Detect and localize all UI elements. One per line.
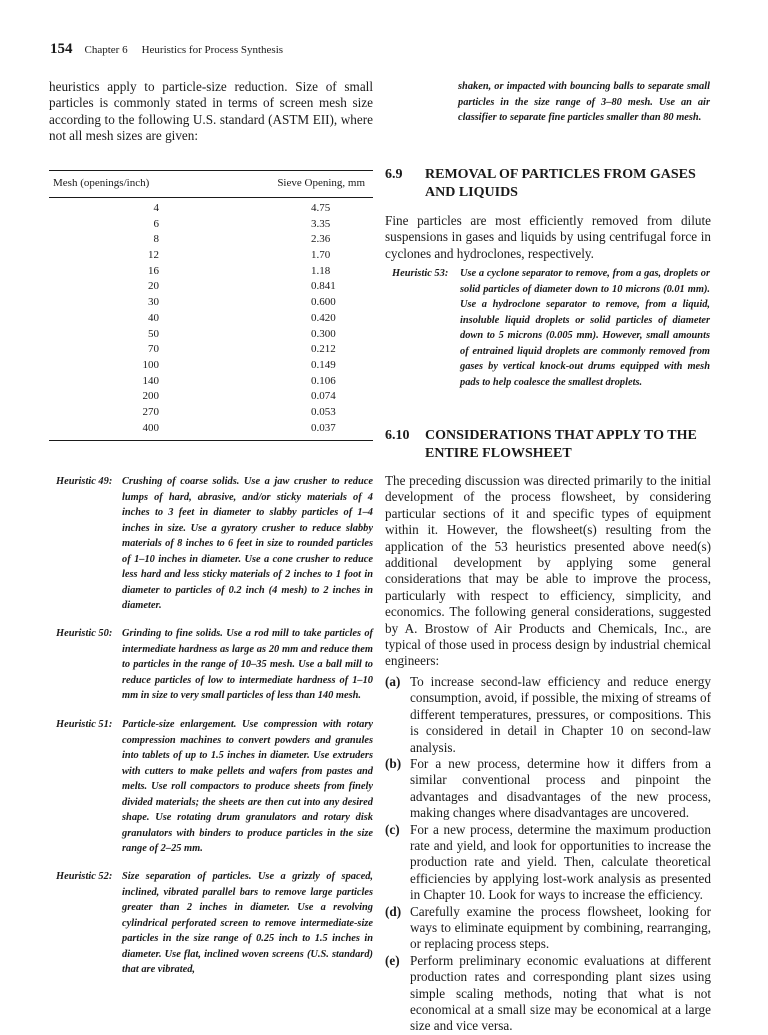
mesh-cell: 100 xyxy=(142,358,159,371)
mesh-cell: 200 xyxy=(142,390,159,403)
heuristic-51 xyxy=(56,717,373,857)
mesh-cell: 30 xyxy=(148,296,159,309)
list-item-text: For a new process, determine how it differs from a similar conventional process and pinpoint the advantages and disadvantages of the new process, making changes where disadvantages are uncovered. xyxy=(410,755,711,821)
table-row xyxy=(49,201,373,217)
sieve-opening-cell: 3.35 xyxy=(311,217,331,230)
heuristic-label: Heuristic 53: xyxy=(392,268,449,279)
table-row xyxy=(49,374,373,390)
section-number: 6.10 xyxy=(385,428,410,443)
list-item xyxy=(385,904,711,953)
table-row xyxy=(49,279,373,295)
mesh-size-table xyxy=(49,170,373,441)
heuristic-text: Use a cyclone separator to remove, from a gas, droplets or solid particles of diameter down to 10 microns (0.01 mm). Use a hydroclone separator to remove, from a liquid, insoluble liquid droplets or solid particles of diameter down to 5 microns (0.005 mm). However, small amounts of entrained liquid droplets are commonly removed from gases by vertical knock-out drums equipped with mesh pads to help coalesce the smallest droplets. xyxy=(460,268,710,388)
list-item-label: (d) xyxy=(385,903,402,919)
section-heading xyxy=(385,427,711,463)
list-item xyxy=(385,822,711,904)
list-item xyxy=(385,953,711,1035)
table-row xyxy=(49,248,373,264)
table-row xyxy=(49,405,373,421)
heuristic-52-continued xyxy=(458,79,710,126)
sieve-opening-cell: 2.36 xyxy=(311,233,331,246)
sieve-opening-cell: 0.074 xyxy=(311,390,336,403)
list-item xyxy=(385,674,711,756)
list-item-label: (a) xyxy=(385,673,401,689)
heuristic-53 xyxy=(392,266,710,390)
sieve-opening-cell: 1.70 xyxy=(311,249,331,262)
list-item xyxy=(385,756,711,822)
mesh-cell: 16 xyxy=(148,264,159,277)
sieve-opening-cell: 0.420 xyxy=(311,311,336,324)
list-item-label: (e) xyxy=(385,952,400,968)
heuristic-text: shaken, or impacted with bouncing balls to separate small particles in the size range of 3–80 mesh. Use an air classifier to separate fine particles smaller than 80 mesh. xyxy=(458,81,710,123)
chapter-label: Chapter 6 xyxy=(84,44,128,56)
mesh-cell: 270 xyxy=(142,405,159,418)
section-heading xyxy=(385,166,711,202)
sieve-opening-cell: 0.106 xyxy=(311,374,336,387)
mesh-cell: 40 xyxy=(148,311,159,324)
table-row xyxy=(49,327,373,343)
list-item-text: For a new process, determine the maximum production rate and yield, and look for opportunities to increase the production rate and yield. Then, calculate theoretical efficiencies by applying lost-work analysis as presented in Chapter 10. Look for ways to increase the efficiency. xyxy=(410,821,711,903)
left-column-intro xyxy=(49,79,373,145)
table-row xyxy=(49,358,373,374)
heuristic-text: Crushing of coarse solids. Use a jaw crusher to reduce lumps of hard, abrasive, and/or sticky materials of 4 inches to 3 feet in diameter to slabby particles of 1–4 inches in size. Use a gyratory crusher to reduce slabby materials of 8 inches to 6 feet in size to rounded particles of 1–10 inches in diameter. Use a cone crusher to reduce less hard and less sticky materials of 2 inches to 1 foot in diameter to particles of 0.2 inch (4 mesh) to 2 inches in diameter. xyxy=(122,476,373,611)
column-header-mesh: Mesh (openings/inch) xyxy=(53,177,150,189)
table-header xyxy=(49,171,373,198)
mesh-cell: 12 xyxy=(148,249,159,262)
section-title: CONSIDERATIONS THAT APPLY TO THE ENTIRE FLOWSHEET xyxy=(425,428,697,461)
table-row xyxy=(49,342,373,358)
sieve-opening-cell: 0.149 xyxy=(311,358,336,371)
table-row xyxy=(49,421,373,437)
table-row xyxy=(49,295,373,311)
sieve-opening-cell: 0.212 xyxy=(311,343,336,356)
sieve-opening-cell: 0.300 xyxy=(311,327,336,340)
intro-paragraph: heuristics apply to particle-size reduction. Size of small particles is commonly stated in terms of screen mesh size according to the following U.S. standard (ASTM EII), where not all mesh sizes are given: xyxy=(49,79,373,144)
list-item-label: (c) xyxy=(385,821,400,837)
section-title: REMOVAL OF PARTICLES FROM GASES AND LIQUIDS xyxy=(425,167,696,200)
sieve-opening-cell: 4.75 xyxy=(311,202,331,214)
heuristic-49 xyxy=(56,474,373,614)
mesh-cell: 50 xyxy=(148,327,159,340)
considerations-list xyxy=(385,674,711,1035)
list-item-text: To increase second-law efficiency and reduce energy consumption, avoid, if possible, the mixing of streams of different temperatures, pressures, or compositions. This is considered in detail in Chapter 10 on second-law analysis. xyxy=(410,673,711,755)
sieve-opening-cell: 1.18 xyxy=(311,264,331,277)
list-item-text: Carefully examine the process flowsheet, looking for ways to eliminate equipment by combining, rearranging, or replacing process steps. xyxy=(410,903,711,952)
section-number: 6.9 xyxy=(385,167,403,182)
mesh-cell: 8 xyxy=(153,233,159,246)
heuristic-text: Grinding to fine solids. Use a rod mill to take particles of intermediate hardness as large as 20 mm and reduce them to particles in the range of 10–35 mesh. Use a ball mill to reduce particles of low to intermediate hardness of 1–10 mm in size to very small particles of less than 140 mesh. xyxy=(122,628,373,701)
list-item-text: Perform preliminary economic evaluations at different production rates and corresponding plant sizes using simple scaling methods, noting that what is not economical at a small size may be economical at a large size and vice versa. xyxy=(410,952,711,1034)
heuristic-52 xyxy=(56,869,373,978)
table-body xyxy=(49,198,373,440)
list-item-label: (b) xyxy=(385,755,402,771)
section-paragraph: The preceding discussion was directed primarily to the initial development of the process flowsheet, by considering particular sections of it and specific types of equipment within it. However, the flowsheet(s) resulting from the application of the 53 heuristics presented above need(s) additional development by applying some general considerations that may be able to improve the process, particularly with respect to efficiency, simplicity, and economics. The following general considerations, suggested by A. Brostow of Air Products and Chemicals, Inc., are typical of those used in process design by industrial chemical engineers: xyxy=(385,473,711,669)
sieve-opening-cell: 0.037 xyxy=(311,421,336,434)
section-6-9 xyxy=(385,166,711,262)
sieve-opening-cell: 0.841 xyxy=(311,280,336,293)
heuristic-label: Heuristic 49: xyxy=(56,476,113,487)
heuristic-label: Heuristic 52: xyxy=(56,871,113,882)
running-header xyxy=(50,40,283,58)
mesh-cell: 140 xyxy=(142,374,159,387)
section-6-10 xyxy=(385,427,711,1035)
page-number: 154 xyxy=(50,41,73,57)
heuristic-text: Particle-size enlargement. Use compression with rotary compression machines to convert powders and granules into tablets of up to 1.5 inches in diameter. Use extruders with cutters to make pellets and wafers from pastes and melts. Use roll compactors to produce sheets from finely divided materials; the sheets are then cut into any desired shape. Use rotating drum granulators and rotary disk granulators with binders to produce particles in the size range of 2–25 mm. xyxy=(122,719,373,854)
running-title: Heuristics for Process Synthesis xyxy=(141,44,284,56)
heuristic-label: Heuristic 51: xyxy=(56,719,113,730)
mesh-cell: 4 xyxy=(153,202,159,214)
table-row xyxy=(49,264,373,280)
mesh-cell: 400 xyxy=(142,421,159,434)
table-row xyxy=(49,232,373,248)
mesh-cell: 70 xyxy=(148,343,159,356)
table-row xyxy=(49,311,373,327)
table-row xyxy=(49,217,373,233)
heuristic-text: Size separation of particles. Use a grizzly of spaced, inclined, vibrated parallel bars to remove large particles greater than 2 inches in diameter. Use a revolving cylindrical perforated screen to remove intermediate-size particles in the size range of 0.25 inch to 1.5 inches in diameter. Use flat, inclined woven screens (U.S. standard) that are vibrated, xyxy=(122,871,373,975)
mesh-cell: 6 xyxy=(153,217,159,230)
sieve-opening-cell: 0.053 xyxy=(311,405,336,418)
sieve-opening-cell: 0.600 xyxy=(311,296,336,309)
table-row xyxy=(49,389,373,405)
section-paragraph: Fine particles are most efficiently removed from dilute suspensions in gases and liquids by using centrifugal force in cyclones and hydroclones, respectively. xyxy=(385,213,711,261)
heuristic-label: Heuristic 50: xyxy=(56,628,113,639)
column-header-sieve: Sieve Opening, mm xyxy=(277,177,365,189)
mesh-cell: 20 xyxy=(148,280,159,293)
heuristic-50 xyxy=(56,626,373,704)
